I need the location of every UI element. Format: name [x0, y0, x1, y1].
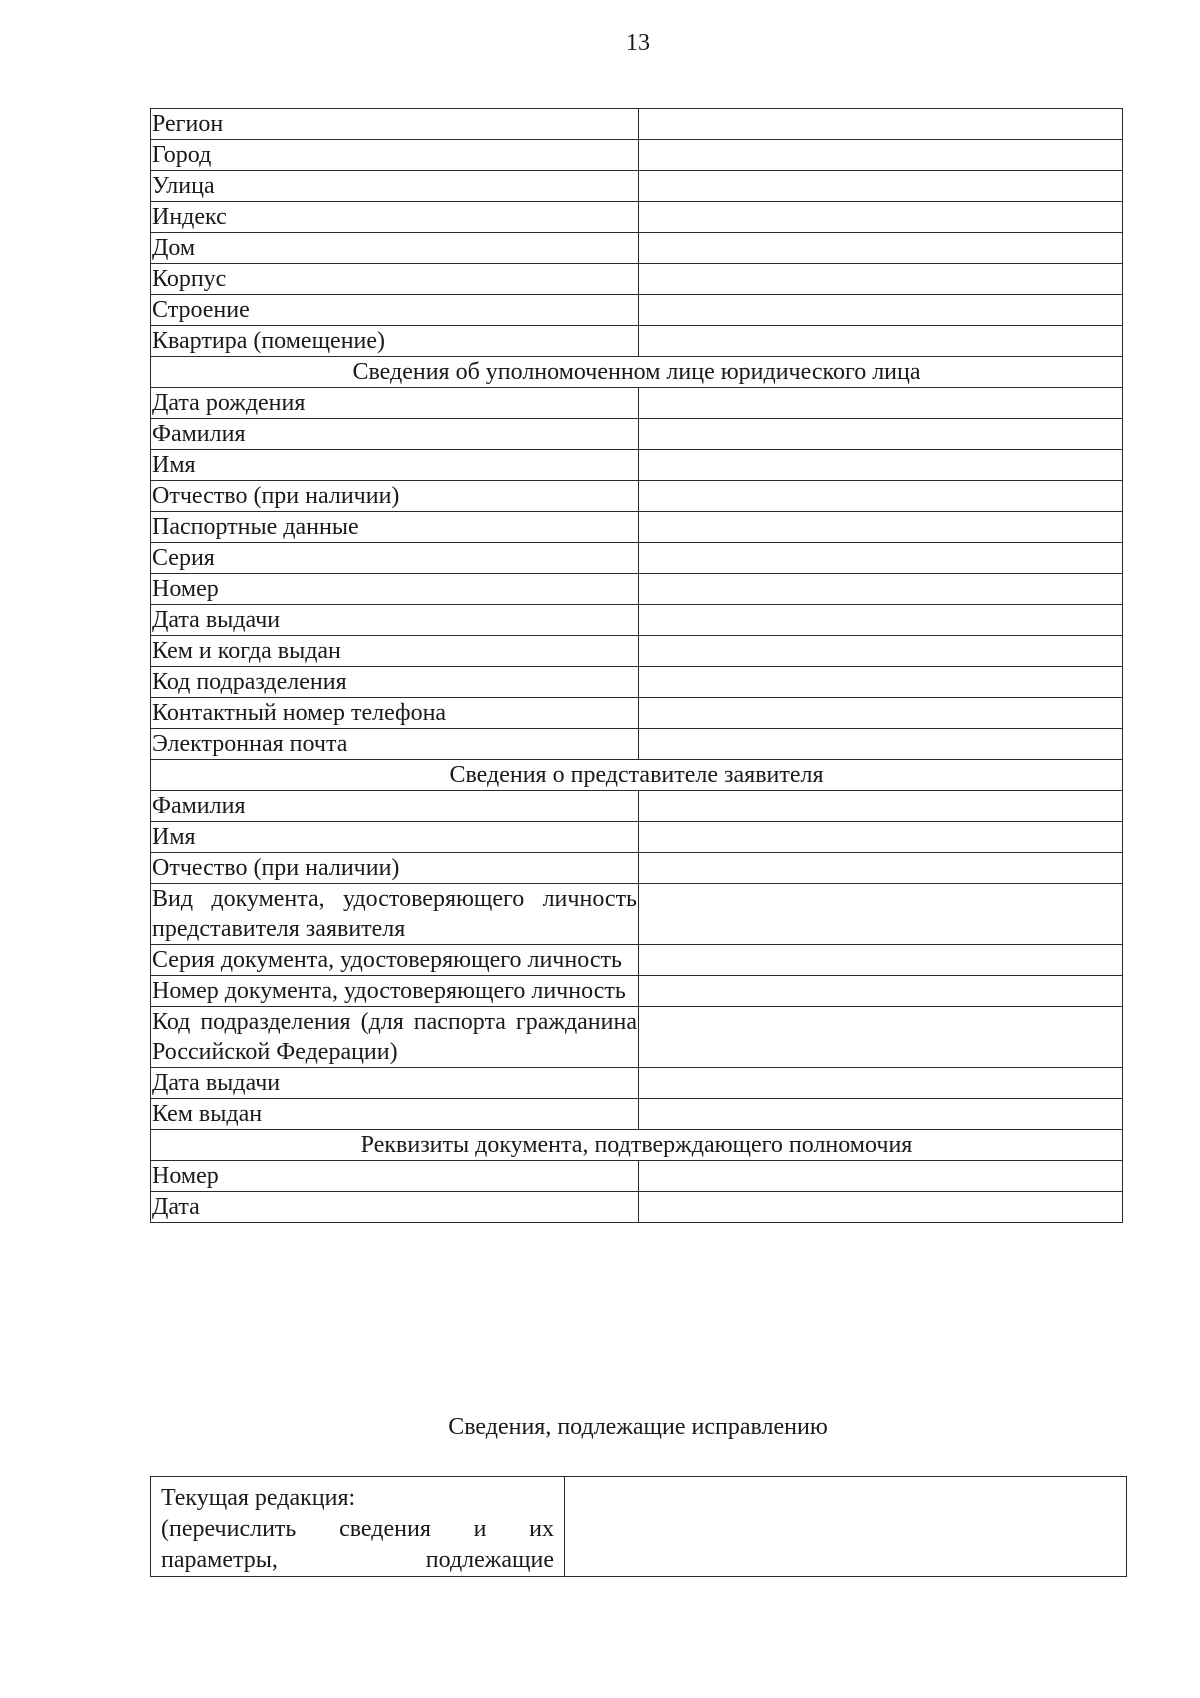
- row-label: Дата рождения: [151, 388, 639, 419]
- table-row: [151, 1477, 1127, 1577]
- page-number: 13: [626, 30, 650, 56]
- row-value-field[interactable]: [639, 1068, 1123, 1099]
- row-value-field[interactable]: [639, 419, 1123, 450]
- row-value-field[interactable]: [639, 945, 1123, 976]
- corrections-section-title: Сведения, подлежащие исправлению: [448, 1414, 828, 1440]
- row-label: Строение: [151, 295, 639, 326]
- row-label: Дата выдачи: [151, 1068, 639, 1099]
- row-value-field[interactable]: [639, 109, 1123, 140]
- table-row: [151, 667, 1123, 698]
- table-row: [151, 202, 1123, 233]
- row-value-field[interactable]: [639, 822, 1123, 853]
- row-label: Код подразделения: [151, 667, 639, 698]
- row-value-field[interactable]: [639, 976, 1123, 1007]
- row-value-field[interactable]: [639, 698, 1123, 729]
- row-label: Индекс: [151, 202, 639, 233]
- row-value-field[interactable]: [639, 636, 1123, 667]
- row-value-field[interactable]: [639, 233, 1123, 264]
- applicant-details-table: [150, 108, 1123, 1223]
- row-label: Номер документа, удостоверяющего личность: [151, 976, 639, 1007]
- row-label: Отчество (при наличии): [151, 853, 639, 884]
- row-label: Номер: [151, 1161, 639, 1192]
- section-title-authority-document: Реквизиты документа, подтверждающего полномочия: [151, 1130, 1123, 1161]
- row-label: Фамилия: [151, 791, 639, 822]
- row-label: Дата: [151, 1192, 639, 1223]
- row-label: Корпус: [151, 264, 639, 295]
- row-value-field[interactable]: [639, 605, 1123, 636]
- row-value-field[interactable]: [639, 140, 1123, 171]
- row-value-field[interactable]: [639, 171, 1123, 202]
- row-value-field[interactable]: [639, 450, 1123, 481]
- table-row: [151, 233, 1123, 264]
- table-row: [151, 976, 1123, 1007]
- current-edition-label: [151, 1477, 565, 1577]
- row-label: Кем выдан: [151, 1099, 639, 1130]
- table-row: [151, 109, 1123, 140]
- table-row: [151, 481, 1123, 512]
- table-row: [151, 171, 1123, 202]
- row-value-field[interactable]: [639, 574, 1123, 605]
- row-label: Дом: [151, 233, 639, 264]
- row-value-field[interactable]: [639, 202, 1123, 233]
- table-row: [151, 419, 1123, 450]
- row-label: Квартира (помещение): [151, 326, 639, 357]
- table-row: [151, 636, 1123, 667]
- row-value-field[interactable]: [639, 853, 1123, 884]
- row-value-field[interactable]: [639, 1192, 1123, 1223]
- row-label: Электронная почта: [151, 729, 639, 760]
- row-label: Паспортные данные: [151, 512, 639, 543]
- current-edition-label-line: Текущая редакция:: [161, 1485, 356, 1511]
- row-value-field[interactable]: [639, 884, 1123, 945]
- table-row: [151, 822, 1123, 853]
- table-row: [151, 543, 1123, 574]
- row-value-field[interactable]: [639, 326, 1123, 357]
- row-value-field[interactable]: [639, 1161, 1123, 1192]
- row-value-field[interactable]: [639, 1099, 1123, 1130]
- table-row: [151, 791, 1123, 822]
- table-row: [151, 1007, 1123, 1068]
- row-value-field[interactable]: [639, 729, 1123, 760]
- row-value-field[interactable]: [639, 388, 1123, 419]
- current-edition-label-line: (перечислить сведения и их: [161, 1516, 554, 1542]
- table-row: [151, 853, 1123, 884]
- row-value-field[interactable]: [639, 264, 1123, 295]
- row-label: Отчество (при наличии): [151, 481, 639, 512]
- table-row: [151, 945, 1123, 976]
- table-row: [151, 729, 1123, 760]
- row-value-field[interactable]: [639, 1007, 1123, 1068]
- table-row: [151, 1192, 1123, 1223]
- row-label: Город: [151, 140, 639, 171]
- row-value-field[interactable]: [639, 543, 1123, 574]
- row-label: Номер: [151, 574, 639, 605]
- row-value-field[interactable]: [639, 295, 1123, 326]
- row-label: Регион: [151, 109, 639, 140]
- row-value-field[interactable]: [639, 481, 1123, 512]
- current-edition-value-field[interactable]: [565, 1477, 1127, 1577]
- row-label: Дата выдачи: [151, 605, 639, 636]
- table-row: [151, 884, 1123, 945]
- row-label: Имя: [151, 450, 639, 481]
- row-value-field[interactable]: [639, 791, 1123, 822]
- table-row: [151, 450, 1123, 481]
- section-header-row: [151, 760, 1123, 791]
- section-header-row: [151, 1130, 1123, 1161]
- table-row: [151, 264, 1123, 295]
- table-row: [151, 512, 1123, 543]
- table-row: [151, 326, 1123, 357]
- row-label: Код подразделения (для паспорта гражданина Российской Федерации): [151, 1007, 639, 1068]
- section-header-row: [151, 357, 1123, 388]
- row-label: Серия: [151, 543, 639, 574]
- row-label: Серия документа, удостоверяющего личность: [151, 945, 639, 976]
- table-row: [151, 698, 1123, 729]
- row-label: Улица: [151, 171, 639, 202]
- section-title-authorized-person: Сведения об уполномоченном лице юридического лица: [151, 357, 1123, 388]
- row-label: Кем и когда выдан: [151, 636, 639, 667]
- table-row: [151, 1068, 1123, 1099]
- row-value-field[interactable]: [639, 512, 1123, 543]
- table-row: [151, 1099, 1123, 1130]
- table-row: [151, 388, 1123, 419]
- table-row: [151, 574, 1123, 605]
- table-row: [151, 1161, 1123, 1192]
- row-label: Имя: [151, 822, 639, 853]
- table-row: [151, 295, 1123, 326]
- row-label: Контактный номер телефона: [151, 698, 639, 729]
- section-title-representative: Сведения о представителе заявителя: [151, 760, 1123, 791]
- corrections-table: [150, 1476, 1127, 1577]
- current-edition-label-line: параметры, подлежащие: [161, 1547, 554, 1573]
- row-value-field[interactable]: [639, 667, 1123, 698]
- table-row: [151, 605, 1123, 636]
- row-label: Фамилия: [151, 419, 639, 450]
- row-label: Вид документа, удостоверяющего личность представителя заявителя: [151, 884, 639, 945]
- table-row: [151, 140, 1123, 171]
